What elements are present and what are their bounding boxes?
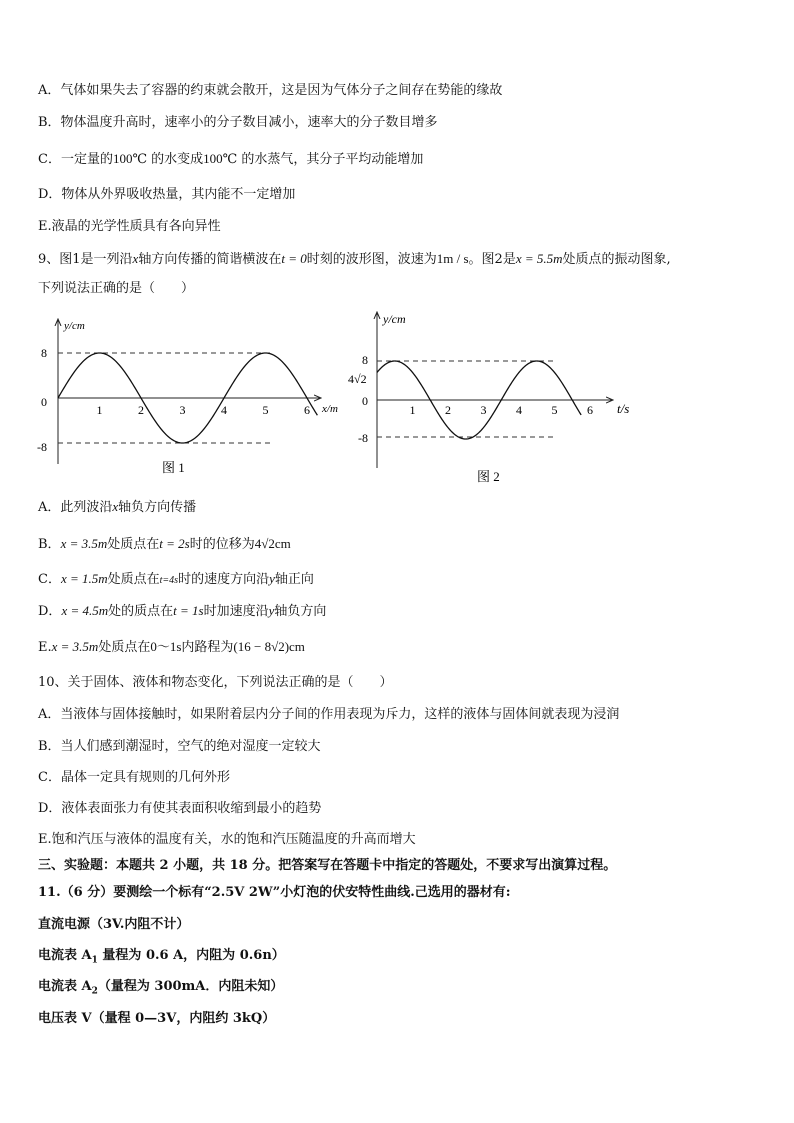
figure-1-ytick-0: 0 (41, 395, 47, 409)
section-3-heading: 三、实验题：本题共 2 小题，共 18 分。把答案写在答题卡中指定的答题处，不要求写出演算过程。 (38, 858, 617, 873)
q8-option-b: B．物体温度升高时，速率小的分子数目减小，速率大的分子数目增多 (38, 115, 438, 130)
figure-1-xtick: 3 (179, 403, 186, 417)
q8-option-e: E.液晶的光学性质具有各向异性 (38, 219, 221, 234)
figure-1-wave-graph (30, 312, 360, 487)
q9-stem-cont: 下列说法正确的是（ ） (38, 281, 195, 296)
figure-1-xtick: 4 (221, 403, 227, 417)
q10-option-b: B．当人们感到潮湿时，空气的绝对湿度一定较大 (38, 739, 321, 754)
q10-stem: 10、关于固体、液体和物态变化，下列说法正确的是（ ） (38, 675, 393, 690)
q9-option-e: E.x = 3.5m处质点在0～1s内路程为(16 − 8√2)cm (38, 639, 305, 655)
figure-1-xtick: 6 (304, 403, 310, 417)
figure-2-ylabel: y/cm (383, 312, 406, 326)
q10-option-a: A．当液体与固体接触时，如果附着层内分子间的作用表现为斥力，这样的液体与固体间就表现为浸润 (38, 707, 620, 722)
q9-option-a: A．此列波沿x轴负方向传播 (38, 499, 197, 515)
figure-2-ytick-neg8: -8 (358, 431, 368, 445)
figure-1-xtick: 1 (96, 403, 103, 417)
figure-1-ytick-8: 8 (41, 346, 47, 360)
q11-item-voltmeter: 电压表 V（量程 0—3V，内阻约 3kQ） (38, 1011, 276, 1026)
figure-2-ytick-8: 8 (362, 353, 368, 367)
q10-option-c: C．晶体一定具有规则的几何外形 (38, 770, 230, 785)
figure-2-xtick: 3 (480, 403, 487, 417)
figure-2-xtick: 4 (516, 403, 522, 417)
q10-option-d: D．液体表面张力有使其表面积收缩到最小的趋势 (38, 801, 322, 816)
figure-2-xtick: 1 (409, 403, 416, 417)
figure-2-ytick-0: 0 (362, 394, 368, 408)
q8-option-d: D．物体从外界吸收热量，其内能不一定增加 (38, 187, 296, 202)
q11-item-power-supply: 直流电源（3V.内阻不计） (38, 917, 190, 932)
figure-2-ytick-4root2: 4√2 (348, 372, 367, 386)
figure-1-xlabel: x/m (322, 403, 338, 415)
q11-item-ammeter-a2: 电流表 $A_2$（量程为 300mA．内阻未知） (38, 979, 284, 997)
q9-option-c: C．x = 1.5m处质点在t=4s时的速度方向沿y轴正向 (38, 571, 314, 587)
figure-1-ylabel: y/cm (64, 320, 85, 332)
q8-option-a: A．气体如果失去了容器的约束就会散开，这是因为气体分子之间存在势能的缘故 (38, 83, 503, 98)
figure-1-caption: 图 1 (162, 460, 185, 475)
figure-2-vibration-graph (340, 305, 660, 490)
q11-item-ammeter-a1: 电流表 $A_1$ 量程为 0.6 A，内阻为 0.6n） (38, 948, 285, 966)
figure-1-ytick-neg8: -8 (37, 440, 47, 454)
q9-option-d: D．x = 4.5m处的质点在t = 1s时加速度沿y轴负方向 (38, 603, 327, 619)
figure-1-xtick: 5 (262, 403, 269, 417)
q11-stem: 11.（6 分）要测绘一个标有“2.5V 2W”小灯泡的伏安特性曲线.己选用的器材有: (38, 885, 511, 900)
figure-2-xtick: 5 (551, 403, 558, 417)
figure-2-caption: 图 2 (477, 469, 500, 484)
q9-stem: 9、图1是一列沿x轴方向传播的简谐横波在t = 0时刻的波形图，波速为1m / s。图2是x = 5.5m处质点的振动图象, (38, 251, 671, 267)
q10-option-e: E.饱和汽压与液体的温度有关，水的饱和汽压随温度的升高而增大 (38, 832, 416, 847)
figure-2-xtick: 2 (445, 403, 451, 417)
figure-2-xtick: 6 (587, 403, 593, 417)
q8-option-c: C．一定量的100℃ 的水变成100℃ 的水蒸气，其分子平均动能增加 (38, 151, 424, 167)
figure-2-xlabel: t/s (617, 401, 630, 416)
q9-option-b: B．x = 3.5m处质点在t = 2s时的位移为4√2cm (38, 536, 291, 552)
figure-1-xtick: 2 (138, 403, 144, 417)
